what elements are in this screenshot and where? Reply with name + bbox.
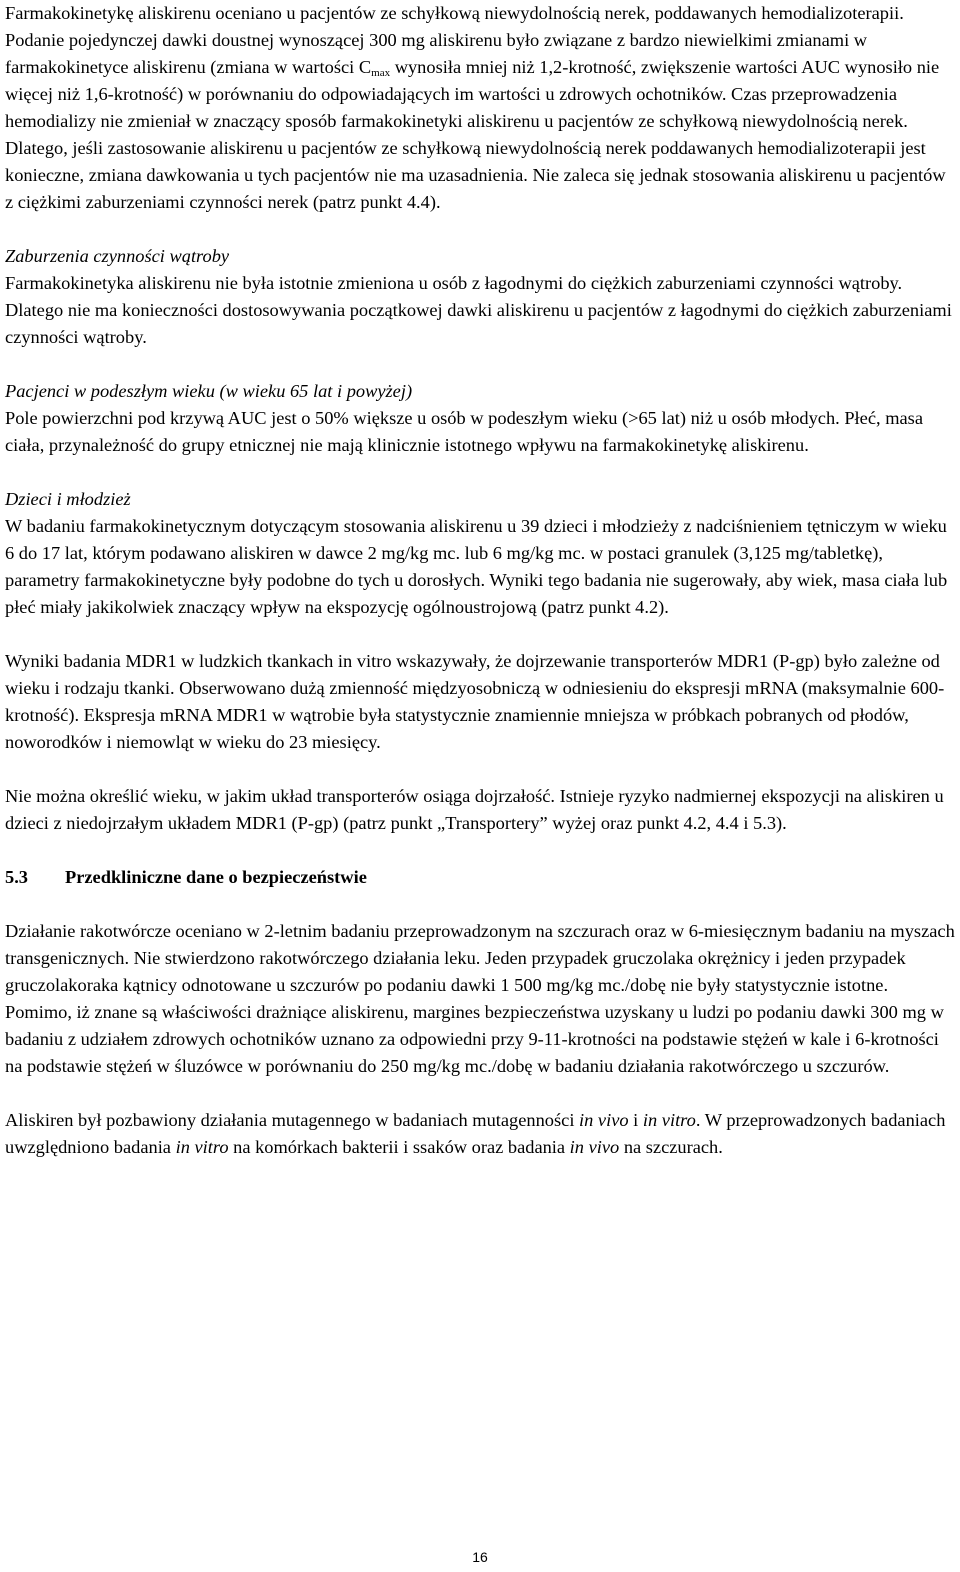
- carcinogenicity-paragraph: Działanie rakotwórcze oceniano w 2-letnim badaniu przeprowadzonym na szczurach oraz w 6-miesięcznym badaniu na myszach transgenicznych. Nie stwierdzono rakotwórczego działania leku. Jeden przypadek gruczolaka okrężnicy i jeden przypadek gruczolakoraka kątnicy odnotowane u szczurów po podaniu dawki 1 500 mg/kg mc./dobę nie były statystycznie istotne. Pomimo, iż znane są właściwości drażniące aliskirenu, margines bezpieczeństwa uzyskany u ludzi po podaniu dawki 300 mg w badaniu z udziałem zdrowych ochotników uznano za odpowiedni przy 9-11-krotności na podstawie stężeń w kale i 6-krotności na podstawie stężeń w śluzówce w porównaniu do 250 mg/kg mc./dobę w badaniu działania rakotwórczego u szczurów.: [5, 921, 955, 1076]
- children-paragraph: W badaniu farmakokinetycznym dotyczącym stosowania aliskirenu u 39 dzieci i młodzieży z nadciśnieniem tętniczym w wieku 6 do 17 lat, którym podawano aliskiren w dawce 2 mg/kg mc. lub 6 mg/kg mc. w postaci granulek (3,125 mg/tabletkę), parametry farmakokinetyczne były podobne do tych u dorosłych. Wyniki tego badania nie sugerowały, aby wiek, masa ciała lub płeć miały jakikolwiek znaczący wpływ na ekspozycję ogólnoustrojową (patrz punkt 4.2).: [5, 516, 948, 617]
- section-number: 5.3: [5, 867, 28, 887]
- mutagenicity-paragraph: Aliskiren był pozbawiony działania mutagennego w badaniach mutagenności in vivo i in vitro. W przeprowadzonych badaniach uwzględniono badania in vitro na komórkach bakterii i ssaków oraz badania in vivo na szczurach.: [5, 1110, 946, 1157]
- section-heading: [5, 864, 957, 891]
- section-title: Przedkliniczne dane o bezpieczeństwie: [65, 867, 367, 887]
- page-number: 16: [472, 1549, 488, 1565]
- cmax-subscript: max: [371, 67, 391, 79]
- mdr1-paragraph: Wyniki badania MDR1 w ludzkich tkankach in vitro wskazywały, że dojrzewanie transporterów MDR1 (P-gp) było zależne od wieku i rodzaju tkanki. Obserwowano dużą zmienność międzyosobniczą w odniesieniu do ekspresji mRNA (maksymalnie 600-krotność). Ekspresja mRNA MDR1 w wątrobie była statystycznie znamiennie mniejsza w próbkach pobranych od płodów, noworodków i niemowląt w wieku do 23 miesięcy.: [5, 651, 945, 752]
- children-heading: Dzieci i młodzież: [5, 489, 131, 509]
- hepatic-paragraph: Farmakokinetyka aliskirenu nie była istotnie zmieniona u osób z łagodnymi do ciężkich zaburzeniami czynności wątroby. Dlatego nie ma konieczności dostosowywania początkowej dawki aliskirenu u pacjentów z łagodnymi do ciężkich zaburzeniami czynności wątroby.: [5, 273, 952, 347]
- hepatic-heading: Zaburzenia czynności wątroby: [5, 246, 230, 266]
- elderly-paragraph: Pole powierzchni pod krzywą AUC jest o 50% większe u osób w podeszłym wieku (>65 lat) niż u osób młodych. Płeć, masa ciała, przynależność do grupy etnicznej nie mają klinicznie istotnego wpływu na farmakokinetykę aliskirenu.: [5, 408, 923, 455]
- elderly-heading: Pacjenci w podeszłym wieku (w wieku 65 lat i powyżej): [5, 381, 413, 401]
- maturity-paragraph: Nie można określić wieku, w jakim układ transporterów osiąga dojrzałość. Istnieje ryzyko nadmiernej ekspozycji na aliskiren u dzieci z niedojrzałym układem MDR1 (P-gp) (patrz punkt „Transportery” wyżej oraz punkt 4.2, 4.4 i 5.3).: [5, 786, 944, 833]
- document-page: [5, 0, 957, 1161]
- renal-paragraph: Farmakokinetykę aliskirenu oceniano u pacjentów ze schyłkową niewydolnością nerek, poddawanych hemodializoterapii. Podanie pojedynczej dawki doustnej wynoszącej 300 mg aliskirenu było związane z bardzo niewielkimi zmianami w farmakokinetyce aliskirenu (zmiana w wartości $C_{max}$ wynosiła mniej niż 1,2-krotność, zwiększenie wartości AUC wynosiło nie więcej niż 1,6-krotność) w porównaniu do odpowiadających im wartości u zdrowych ochotników. Czas przeprowadzenia hemodializy nie zmieniał w znaczący sposób farmakokinetyki aliskirenu u pacjentów ze schyłkową niewydolnością nerek. Dlatego, jeśli zastosowanie aliskirenu u pacjentów ze schyłkową niewydolnością nerek poddawanych hemodializoterapii jest konieczne, zmiana dawkowania u tych pacjentów nie ma uzasadnienia. Nie zaleca się jednak stosowania aliskirenu u pacjentów z ciężkimi zaburzeniami czynności nerek (patrz punkt 4.4).: [5, 3, 946, 212]
